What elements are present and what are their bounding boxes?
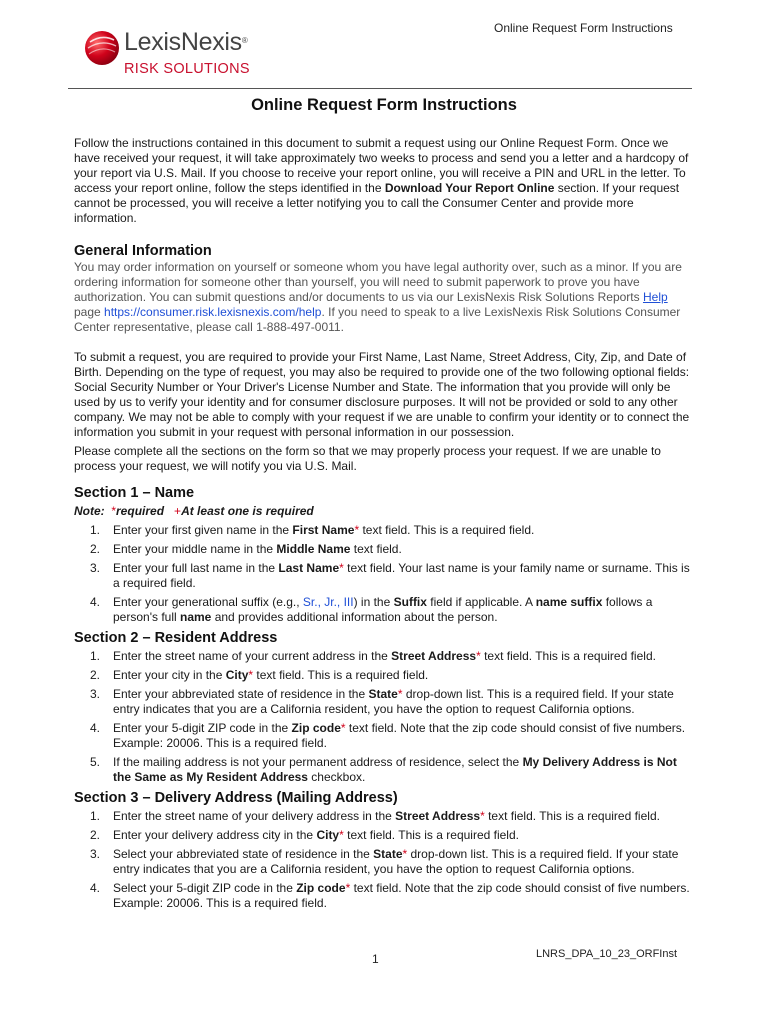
header-doc-label: Online Request Form Instructions — [494, 21, 673, 35]
section1-note: Note: *required +At least one is required — [74, 504, 314, 518]
general-info-paragraph: You may order information on yourself or someone whom you have legal authority over, such as a minor. If you are ordering information for someone other than yourself, you will need to submit paperwork to prove you have authorization. You can submit questions and/or documents to us via our LexisNexis Risk Solutions Reports Help page https://consumer.risk.lexisnexis.com/help. If you need to speak to a live LexisNexis Risk Solutions Consumer Center representative, please call 1-888-497-0011. — [74, 260, 682, 334]
list-item: 2. Enter your middle name in the Middle Name text field. — [90, 542, 402, 556]
section2-heading: Section 2 – Resident Address — [74, 630, 278, 646]
section2-list — [74, 649, 694, 785]
help-url-link[interactable]: https://consumer.risk.lexisnexis.com/help — [104, 305, 322, 319]
section3-heading: Section 3 – Delivery Address (Mailing Address) — [74, 790, 398, 806]
list-item: 4. Select your 5-digit ZIP code in the Zip code* text field. Note that the zip code should consist of five numbers. Example: 20006. This is a required field. — [90, 881, 690, 910]
logo-sphere-icon — [84, 30, 120, 66]
logo-name: LexisNexis® — [124, 28, 248, 56]
section1-list — [74, 523, 694, 625]
list-item: 1. Enter the street name of your delivery address in the Street Address* text field. This is a required field. — [90, 809, 660, 823]
page-title: Online Request Form Instructions — [251, 96, 517, 114]
header-rule — [68, 88, 692, 89]
document-body — [74, 136, 694, 915]
list-item: 4. Enter your generational suffix (e.g., Sr., Jr., III) in the Suffix field if applicable. A name suffix follows a person's full name and provides additional information about the person. — [90, 595, 653, 624]
lexisnexis-logo — [84, 28, 324, 80]
section3-list — [74, 809, 694, 911]
page-number: 1 — [372, 952, 379, 966]
list-item: 4. Enter your 5-digit ZIP code in the Zip code* text field. Note that the zip code should consist of five numbers. Example: 20006. This is a required field. — [90, 721, 686, 750]
list-item: 2. Enter your delivery address city in the City* text field. This is a required field. — [90, 828, 519, 842]
section1-heading: Section 1 – Name — [74, 485, 195, 501]
list-item: 3. Select your abbreviated state of residence in the State* drop-down list. This is a required field. If your state entry indicates that you are a California resident, you have the option to request California options. — [90, 847, 679, 876]
requirements-paragraph: To submit a request, you are required to provide your First Name, Last Name, Street Address, City, Zip, and Date of Birth. Depending on the type of request, you may also be required to provide one of the two following optional fields: Social Security Number or Your Driver's License Number and State. The information that you provide will only be used by us to verify your identity and for consumer disclosure purposes. It will not be provided or sold to any other company. We may not be able to comply with your request if we are unable to confirm your identity or to connect the information you submit in your request with personal information in our possession. — [74, 350, 690, 439]
list-item: 1. Enter the street name of your current address in the Street Address* text field. This is a required field. — [90, 649, 656, 663]
list-item: 5. If the mailing address is not your permanent address of residence, select the My Delivery Address is Not the Same as My Resident Address checkbox. — [90, 755, 677, 784]
list-item: 2. Enter your city in the City* text field. This is a required field. — [90, 668, 429, 682]
list-item: 1. Enter your first given name in the First Name* text field. This is a required field. — [90, 523, 535, 537]
document-code: LNRS_DPA_10_23_ORFInst — [536, 948, 678, 960]
general-info-heading: General Information — [74, 243, 212, 259]
complete-sections-paragraph: Please complete all the sections on the form so that we may properly process your request. If we are unable to process your request, we will notify you via U.S. Mail. — [74, 444, 661, 473]
list-item: 3. Enter your full last name in the Last Name* text field. Your last name is your family name or surname. This is a required field. — [90, 561, 690, 590]
logo-subtitle: RISK SOLUTIONS — [124, 61, 250, 77]
intro-paragraph: Follow the instructions contained in this document to submit a request using our Online Request Form. Once we have received your request, it will take approximately two weeks to process and send you a letter and a hardcopy of your report via U.S. Mail. If you choose to receive your report online, you will receive a PIN and URL in the letter. To access your report online, follow the steps identified in the Download Your Report Online section. If your request cannot be processed, you will receive a letter notifying you to call the Consumer Center and provide more information. — [74, 136, 689, 225]
help-link[interactable]: Help — [642, 290, 668, 304]
list-item: 3. Enter your abbreviated state of residence in the State* drop-down list. This is a required field. If your state entry indicates that you are a California resident, you have the option to request California options. — [90, 687, 674, 716]
